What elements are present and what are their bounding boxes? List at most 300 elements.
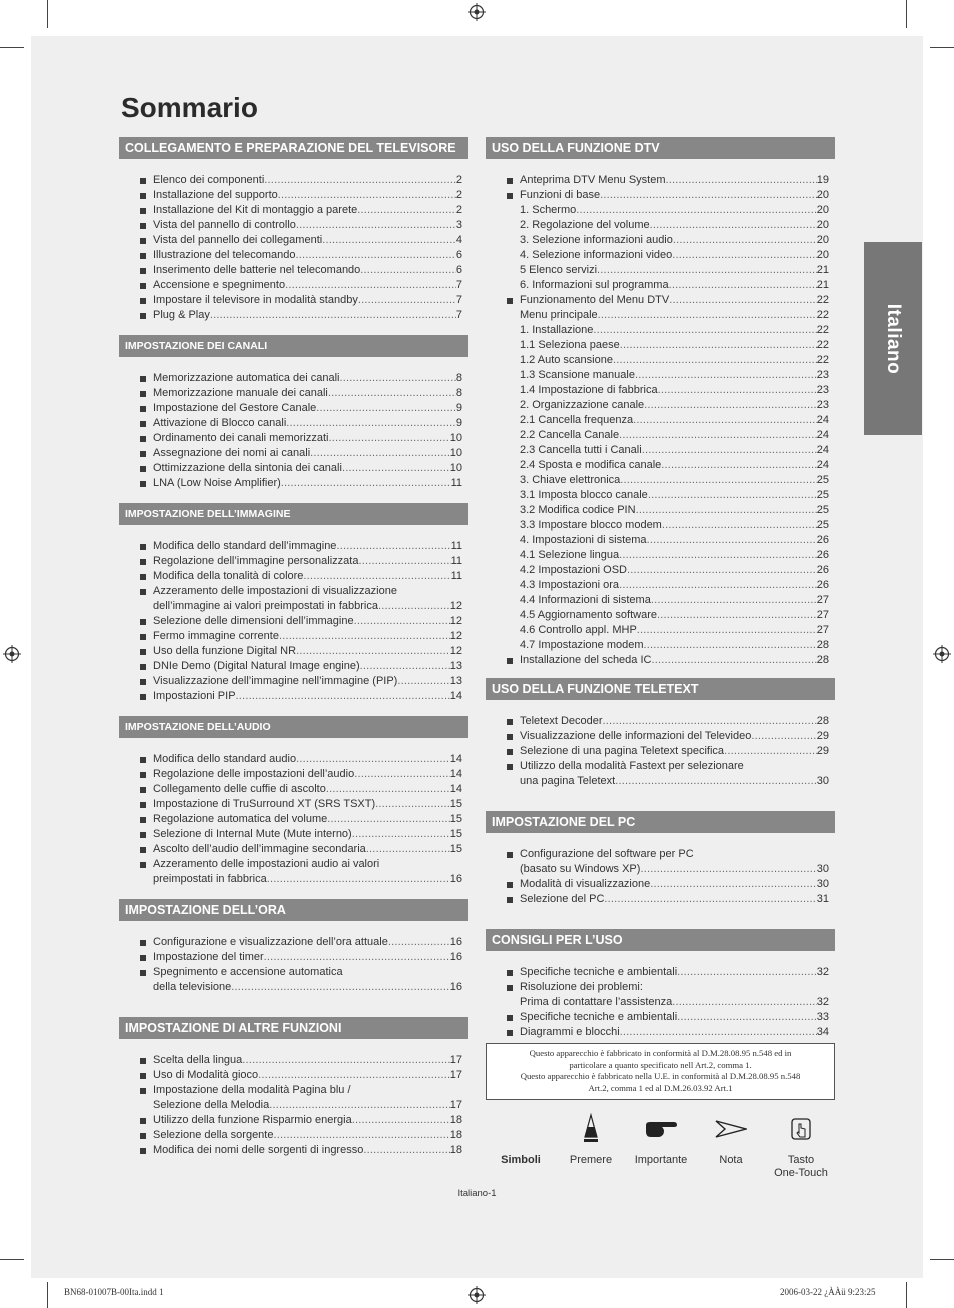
toc-entry (486, 892, 835, 907)
toc-entry (119, 857, 468, 872)
toc-entry-title: 5 Elenco servizi (520, 264, 598, 276)
crop-mark (930, 1259, 954, 1260)
toc-entry (119, 767, 468, 782)
toc-section (119, 503, 468, 704)
toc-leader-dots (644, 398, 817, 413)
toc-section (486, 678, 835, 789)
press-icon (556, 1112, 626, 1146)
toc-entry (486, 308, 835, 323)
toc-page-number: 30 (816, 878, 829, 890)
toc-entry-title: Accensione e spegnimento (153, 279, 286, 291)
toc-entry-title: 3.3 Impostare blocco modem (520, 519, 662, 531)
toc-leader-dots (658, 383, 817, 398)
toc-entry (119, 644, 468, 659)
toc-page-number: 18 (449, 1144, 462, 1156)
toc-page-number: 16 (449, 951, 462, 963)
toc-entry-title: Uso della funzione Digital NR (153, 645, 297, 657)
toc-entry-title: Utilizzo della modalità Fastext per selezionare (520, 760, 744, 772)
toc-entry-title: Collegamento delle cuffie di ascolto (153, 783, 326, 795)
toc-page-number: 20 (816, 219, 829, 231)
toc-entry-title: dell’immagine ai valori preimpostati in fabbrica (153, 600, 378, 612)
toc-page-number: 32 (816, 966, 829, 978)
toc-entry (119, 950, 468, 965)
toc-leader-dots (619, 578, 817, 593)
toc-page-number: 14 (449, 690, 462, 702)
toc-entry-title: Regolazione delle impostazioni dell’audio (153, 768, 355, 780)
toc-entry-title: 4.6 Controllo appl. MHP (520, 624, 637, 636)
toc-entry (119, 629, 468, 644)
toc-entry-title: 2.1 Cancella frequenza (520, 414, 634, 426)
toc-page-number: 15 (449, 828, 462, 840)
toc-entry (119, 293, 468, 308)
toc-entry (119, 1128, 468, 1143)
toc-leader-dots (258, 1068, 450, 1083)
toc-page-number: 26 (816, 549, 829, 561)
toc-page-number: 23 (816, 369, 829, 381)
toc-entry (486, 744, 835, 759)
toc-page-number: 2 (455, 174, 462, 186)
toc-list (119, 752, 468, 887)
toc-entry-title: Selezione di Internal Mute (Mute interno) (153, 828, 352, 840)
toc-leader-dots (378, 599, 450, 614)
toc-page-number: 11 (450, 477, 462, 489)
toc-entry (486, 995, 835, 1010)
toc-entry-title: 2. Organizzazione canale (520, 399, 645, 411)
toc-page-number: 7 (455, 294, 462, 306)
toc-leader-dots (354, 767, 450, 782)
toc-entry (486, 188, 835, 203)
toc-page-number: 12 (449, 615, 462, 627)
toc-entry-title: Modifica dello standard dell’immagine (153, 540, 337, 552)
toc-entry (486, 398, 835, 413)
toc-entry (119, 218, 468, 233)
toc-page-number: 20 (816, 249, 829, 261)
toc-page-number: 20 (816, 189, 829, 201)
symbol-press (556, 1112, 626, 1167)
toc-page-number: 24 (816, 429, 829, 441)
toc-entry (486, 714, 835, 729)
toc-page-number: 25 (816, 504, 829, 516)
toc-entry-title: Prima di contattare l’assistenza (520, 996, 673, 1008)
toc-entry (486, 653, 835, 668)
toc-section (119, 899, 468, 995)
toc-leader-dots (619, 548, 817, 563)
toc-entry (119, 1113, 468, 1128)
toc-entry-title: Selezione delle dimensioni dell’immagine (153, 615, 354, 627)
toc-leader-dots (352, 827, 450, 842)
toc-entry-title: 3. Chiave elettronica (520, 474, 621, 486)
crop-mark (906, 1282, 907, 1308)
toc-page-number: 27 (816, 624, 829, 636)
section-heading: USO DELLA FUNZIONE TELETEXT (486, 678, 835, 700)
toc-leader-dots (322, 233, 456, 248)
toc-entry-title: Menu principale (520, 309, 598, 321)
toc-entry (486, 293, 835, 308)
toc-entry-title: Visualizzazione dell’immagine nell’immagine (PIP) (153, 675, 398, 687)
toc-entry (119, 1053, 468, 1068)
toc-page-number: 28 (816, 654, 829, 666)
pointing-hand-icon (626, 1112, 696, 1146)
toc-leader-dots (336, 539, 450, 554)
toc-leader-dots (650, 877, 817, 892)
toc-entry (119, 278, 468, 293)
toc-page-number: 24 (816, 444, 829, 456)
toc-page-number: 10 (449, 432, 462, 444)
toc-entry (119, 431, 468, 446)
toc-leader-dots (281, 476, 451, 491)
toc-entry-title: 4.4 Informazioni di sistema (520, 594, 651, 606)
crop-mark (0, 1259, 24, 1260)
toc-entry (486, 593, 835, 608)
toc-page-number: 22 (816, 354, 829, 366)
symbol-label: Nota (719, 1154, 743, 1166)
toc-leader-dots (327, 812, 449, 827)
toc-page-number: 29 (816, 745, 829, 757)
toc-entry (486, 518, 835, 533)
toc-entry-title: Diagrammi e blocchi (520, 1026, 620, 1038)
toc-entry-title: 4. Selezione informazioni video (520, 249, 673, 261)
toc-entry-title: 6. Informazioni sul programma (520, 279, 669, 291)
toc-leader-dots (651, 593, 817, 608)
toc-page-number: 13 (449, 660, 462, 672)
toc-entry (119, 599, 468, 614)
toc-entry-title: Impostazione del Gestore Canale (153, 402, 317, 414)
toc-leader-dots (620, 473, 816, 488)
toc-leader-dots (296, 644, 450, 659)
toc-section (486, 137, 835, 668)
toc-leader-dots (635, 368, 817, 383)
toc-leader-dots (326, 782, 450, 797)
toc-leader-dots (388, 935, 450, 950)
toc-entry-title: Visualizzazione delle informazioni del Televideo (520, 730, 752, 742)
toc-entry (119, 554, 468, 569)
toc-page-number: 33 (816, 1011, 829, 1023)
toc-entry (486, 353, 835, 368)
toc-entry (486, 428, 835, 443)
toc-page-number: 27 (816, 594, 829, 606)
toc-entry (486, 533, 835, 548)
toc-page-number: 22 (816, 324, 829, 336)
toc-page-number: 3 (455, 219, 462, 231)
toc-page-number: 6 (455, 264, 462, 276)
toc-leader-dots (360, 659, 450, 674)
toc-page-number: 14 (449, 768, 462, 780)
toc-page-number: 8 (455, 387, 462, 399)
toc-leader-dots (662, 518, 817, 533)
toc-entry (486, 368, 835, 383)
toc-entry-title: Modifica dello standard audio (153, 753, 297, 765)
toc-entry (119, 371, 468, 386)
toc-leader-dots (267, 872, 450, 887)
toc-page-number: 16 (449, 936, 462, 948)
toc-page-number: 15 (449, 798, 462, 810)
symbol-important (626, 1112, 696, 1167)
toc-list (486, 965, 835, 1040)
toc-leader-dots (593, 323, 816, 338)
toc-page-number: 22 (816, 309, 829, 321)
toc-entry-title: 3. Selezione informazioni audio (520, 234, 673, 246)
toc-entry-title: Configurazione del software per PC (520, 848, 694, 860)
toc-page-number: 25 (816, 474, 829, 486)
toc-leader-dots (375, 797, 450, 812)
toc-leader-dots (672, 248, 816, 263)
toc-page-number: 18 (449, 1114, 462, 1126)
toc-entry-title: Installazione del supporto (153, 189, 278, 201)
toc-entry-title: 4.2 Impostazioni OSD (520, 564, 627, 576)
toc-leader-dots (642, 443, 817, 458)
toc-section (119, 335, 468, 491)
toc-entry (119, 872, 468, 887)
toc-entry (119, 308, 468, 323)
toc-entry (486, 877, 835, 892)
toc-entry (119, 812, 468, 827)
toc-page-number: 15 (449, 843, 462, 855)
toc-entry-title: Specifiche tecniche e ambientali (520, 966, 678, 978)
toc-entry-title: Scelta della lingua (153, 1054, 243, 1066)
toc-page-number: 17 (449, 1099, 462, 1111)
toc-entry-title: una pagina Teletext (520, 775, 616, 787)
toc-entry-title: Memorizzazione manuale dei canali (153, 387, 328, 399)
toc-page-number: 12 (449, 630, 462, 642)
toc-entry-title: Risoluzione dei problemi: (520, 981, 643, 993)
toc-page-number: 4 (455, 234, 462, 246)
toc-entry (119, 965, 468, 980)
section-heading: IMPOSTAZIONE DELL’AUDIO (119, 716, 468, 738)
toc-entry (119, 1143, 468, 1158)
symbol-note (696, 1112, 766, 1167)
toc-entry-title: Impostazioni PIP (153, 690, 236, 702)
toc-leader-dots (264, 173, 456, 188)
toc-leader-dots (598, 308, 817, 323)
toc-page-number: 25 (816, 489, 829, 501)
toc-leader-dots (264, 950, 450, 965)
toc-page-number: 7 (455, 279, 462, 291)
toc-leader-dots (295, 248, 455, 263)
toc-leader-dots (273, 1128, 449, 1143)
toc-entry (119, 935, 468, 950)
toc-entry (119, 584, 468, 599)
crop-mark (906, 0, 907, 28)
toc-leader-dots (286, 416, 456, 431)
toc-leader-dots (210, 308, 456, 323)
toc-entry (486, 563, 835, 578)
toc-entry-title: Azzeramento delle impostazioni di visualizzazione (153, 585, 397, 597)
toc-leader-dots (636, 503, 817, 518)
toc-leader-dots (673, 233, 817, 248)
toc-page-number: 21 (816, 279, 829, 291)
toc-leader-dots (366, 842, 450, 857)
toc-leader-dots (296, 218, 456, 233)
toc-entry (486, 623, 835, 638)
toc-entry (119, 386, 468, 401)
toc-entry-title: 1.2 Auto scansione (520, 354, 613, 366)
toc-leader-dots (354, 614, 450, 629)
toc-entry (119, 782, 468, 797)
toc-entry-title: Anteprima DTV Menu System (520, 174, 666, 186)
toc-entry-title: Selezione di una pagina Teletext specifica (520, 745, 725, 757)
toc-leader-dots (576, 203, 817, 218)
toc-leader-dots (316, 401, 456, 416)
toc-entry-title: DNIe Demo (Digital Natural Image engine) (153, 660, 360, 672)
toc-page-number: 20 (816, 234, 829, 246)
toc-leader-dots (358, 293, 456, 308)
toc-leader-dots (619, 428, 817, 443)
toc-leader-dots (650, 218, 817, 233)
toc-entry-title: Installazione del scheda IC (520, 654, 652, 666)
toc-entry (119, 1098, 468, 1113)
toc-leader-dots (328, 386, 456, 401)
toc-entry-title: Modifica della tonalità di colore (153, 570, 304, 582)
legal-notice-box (486, 1043, 835, 1100)
toc-page-number: 17 (449, 1054, 462, 1066)
toc-entry (119, 476, 468, 491)
toc-page-number: 11 (450, 540, 462, 552)
toc-page-number: 25 (816, 519, 829, 531)
toc-entry-title: 3.2 Modifica codice PIN (520, 504, 636, 516)
page-number: Italiano-1 (457, 1188, 497, 1199)
toc-entry (486, 263, 835, 278)
toc-leader-dots (669, 293, 817, 308)
toc-entry-title: Impostazione del timer (153, 951, 264, 963)
toc-leader-dots (669, 278, 817, 293)
toc-entry (119, 689, 468, 704)
registration-mark-icon (933, 645, 951, 663)
toc-list (486, 847, 835, 907)
toc-entry-title: Elenco dei componenti (153, 174, 265, 186)
toc-entry-title: Regolazione automatica del volume (153, 813, 328, 825)
toc-entry (119, 827, 468, 842)
print-slug-date: 2006-03-22 ¿ÀÀü 9:23:25 (780, 1287, 876, 1297)
toc-leader-dots (231, 980, 449, 995)
section-heading: IMPOSTAZIONE DI ALTRE FUNZIONI (119, 1017, 468, 1039)
toc-section (119, 137, 468, 323)
toc-entry (486, 173, 835, 188)
toc-list (119, 173, 468, 323)
toc-page-number: 23 (816, 399, 829, 411)
toc-leader-dots (666, 173, 817, 188)
toc-page-number: 11 (450, 570, 462, 582)
toc-entry (486, 338, 835, 353)
toc-entry (486, 323, 835, 338)
toc-leader-dots (615, 774, 817, 789)
toc-page-number: 28 (816, 715, 829, 727)
toc-entry (119, 614, 468, 629)
toc-entry-title: Impostazione di TruSurround XT (SRS TSXT) (153, 798, 376, 810)
toc-page-number: 12 (449, 600, 462, 612)
toc-page-number: 32 (816, 996, 829, 1008)
toc-leader-dots (597, 263, 817, 278)
toc-page-number: 8 (455, 372, 462, 384)
toc-entry-title: 1.1 Seleziona paese (520, 339, 620, 351)
toc-entry (119, 461, 468, 476)
toc-entry-title: 4.5 Aggiornamento software (520, 609, 657, 621)
toc-page-number: 22 (816, 339, 829, 351)
toc-page-number: 16 (449, 873, 462, 885)
toc-page-number: 10 (449, 447, 462, 459)
toc-page-number: 10 (449, 462, 462, 474)
toc-leader-dots (397, 674, 449, 689)
toc-page-number: 6 (455, 249, 462, 261)
toc-entry (119, 173, 468, 188)
toc-entry-title: Funzioni di base (520, 189, 601, 201)
toc-leader-dots (613, 353, 817, 368)
crop-mark (47, 0, 48, 28)
language-side-tab (864, 242, 922, 435)
toc-page-number: 9 (455, 402, 462, 414)
toc-leader-dots (278, 188, 456, 203)
section-heading: IMPOSTAZIONE DEI CANALI (119, 335, 468, 357)
toc-entry (486, 473, 835, 488)
toc-entry (119, 1083, 468, 1098)
toc-list (119, 935, 468, 995)
toc-leader-dots (620, 1025, 817, 1040)
toc-page-number: 18 (449, 1129, 462, 1141)
toc-entry-title: Fermo immagine corrente (153, 630, 279, 642)
toc-leader-dots (640, 862, 816, 877)
symbol-label: Premere (569, 1154, 613, 1166)
toc-leader-dots (357, 203, 456, 218)
symbol-label: Importante (634, 1154, 688, 1166)
toc-leader-dots (657, 608, 817, 623)
toc-entry (486, 278, 835, 293)
toc-leader-dots (724, 744, 817, 759)
toc-page-number: 28 (816, 639, 829, 651)
toc-entry (119, 248, 468, 263)
notice-line: Questo apparecchio è fabbricato nella U.E. in conformità al D.M.28.08.95 n.548 (520, 1071, 801, 1081)
toc-list (486, 173, 835, 668)
toc-entry (486, 458, 835, 473)
toc-page-number: 9 (455, 417, 462, 429)
toc-leader-dots (269, 1098, 450, 1113)
toc-page-number: 13 (449, 675, 462, 687)
toc-entry-title: Uso di Modalità gioco (153, 1069, 259, 1081)
toc-entry (119, 980, 468, 995)
toc-page-number: 19 (816, 174, 829, 186)
crop-mark (930, 47, 954, 48)
toc-entry-title: Utilizzo della funzione Risparmio energia (153, 1114, 352, 1126)
toc-leader-dots (677, 965, 817, 980)
toc-entry-title: Assegnazione dei nomi ai canali (153, 447, 311, 459)
toc-page-number: 2 (455, 204, 462, 216)
toc-list (119, 371, 468, 491)
toc-entry (119, 1068, 468, 1083)
toc-page-number: 15 (449, 813, 462, 825)
toc-entry-title: Regolazione dell’immagine personalizzata (153, 555, 359, 567)
toc-entry-title: 2.2 Cancella Canale (520, 429, 620, 441)
toc-entry-title: Spegnimento e accensione automatica (153, 966, 343, 978)
toc-leader-dots (644, 638, 817, 653)
toc-entry (486, 503, 835, 518)
toc-entry (119, 203, 468, 218)
toc-entry (119, 752, 468, 767)
toc-list (119, 1053, 468, 1158)
toc-entry-title: 4.3 Impostazioni ora (520, 579, 620, 591)
section-heading: COLLEGAMENTO E PREPARAZIONE DEL TELEVISORE (119, 137, 468, 159)
crop-mark (0, 47, 24, 48)
symbols-heading: Simboli (501, 1154, 541, 1166)
toc-entry (119, 446, 468, 461)
toc-entry-title: Vista del pannello dei collegamenti (153, 234, 323, 246)
section-heading: IMPOSTAZIONE DELL’IMMAGINE (119, 503, 468, 525)
toc-leader-dots (647, 533, 817, 548)
toc-page-number: 31 (816, 893, 829, 905)
toc-entry (119, 263, 468, 278)
toc-page-number: 34 (816, 1026, 829, 1038)
toc-page-number: 7 (455, 309, 462, 321)
toc-page-number: 26 (816, 564, 829, 576)
toc-entry (486, 488, 835, 503)
page-title: Sommario (121, 92, 258, 123)
